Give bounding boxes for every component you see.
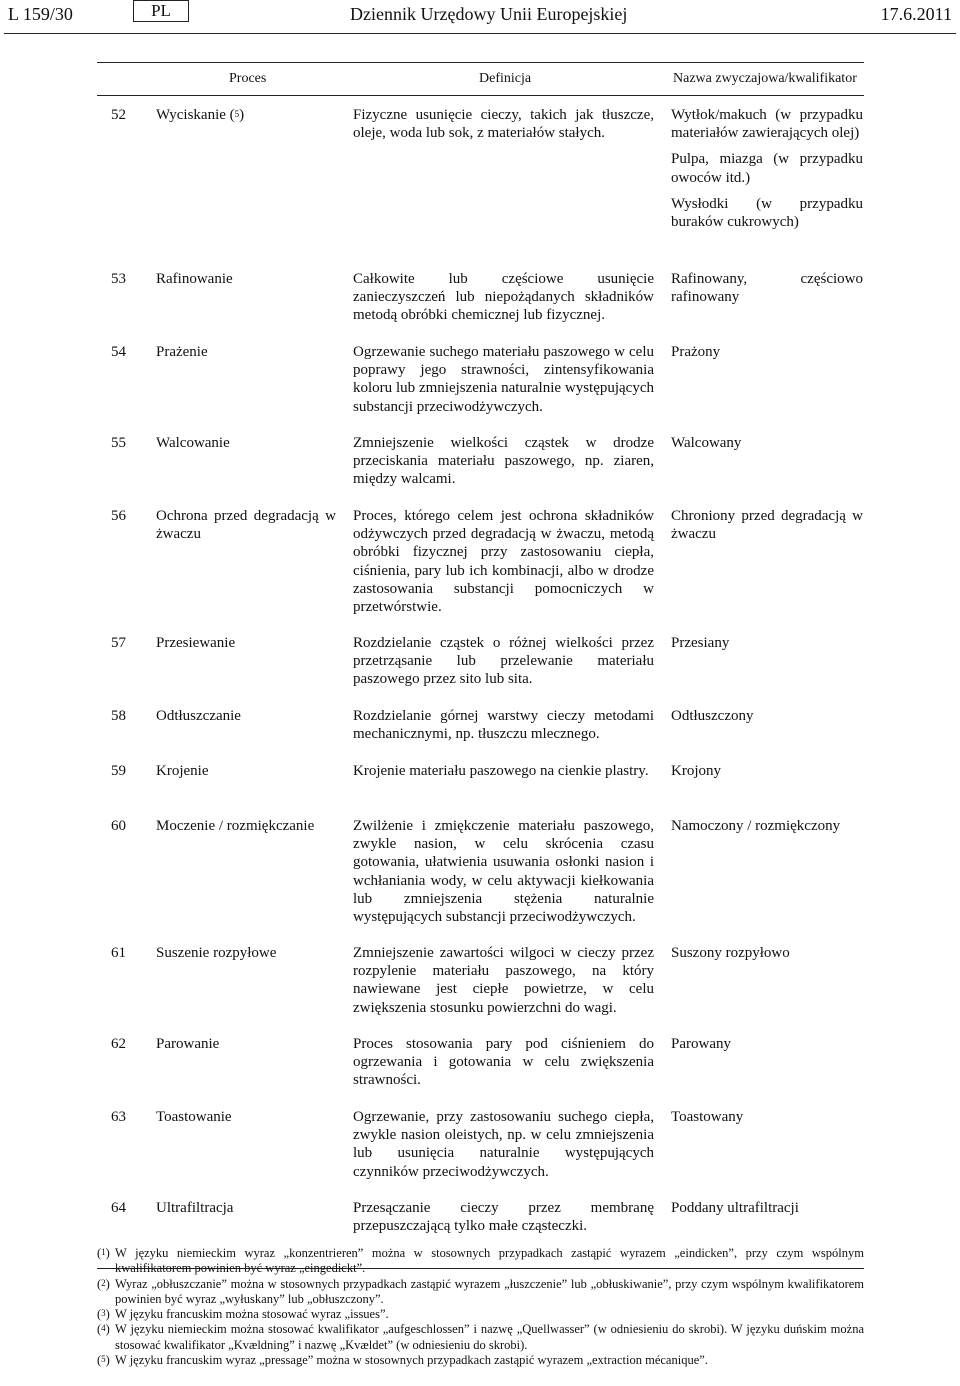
table-row: [97, 634, 864, 707]
qualifier-entry: Poddany ultrafiltracji: [671, 1200, 799, 1216]
common-name-qualifier: [671, 343, 863, 369]
common-name-qualifier: [671, 106, 863, 239]
qualifier-entry: Rafinowany, częściowo rafinowany: [671, 271, 863, 306]
process-name: Prażenie: [156, 344, 208, 360]
table-body: [97, 96, 864, 1268]
process-name: Odtłuszczanie: [156, 708, 241, 724]
row-number: 64: [111, 1200, 126, 1216]
table-row: [97, 762, 864, 817]
footnote-text: Wyraz „obłuszczanie” można w stosownych przypadkach zastąpić wyrazem „łuszczenie” lub „obłuskiwanie”, przy czym wspólnym kwalifikatorem powinien być wyraz „wyłuskany” lub „obłuszczony”.: [115, 1276, 864, 1306]
common-name-qualifier: [671, 1035, 863, 1061]
process-definition: Całkowite lub częściowe usunięcie zanieczyszczeń lub niepożądanych składników metodą obróbki chemicznej lub fizycznej.: [353, 271, 654, 324]
process-name: Moczenie / rozmiękczanie: [156, 818, 315, 834]
qualifier-entry: Walcowany: [671, 435, 742, 451]
row-number: 61: [111, 945, 126, 961]
table-row: [97, 944, 864, 1035]
process-definition: Rozdzielanie cząstek o różnej wielkości przez przetrząsanie lub przelewanie materiału paszowego przez sito lub sita.: [353, 635, 654, 688]
process-name: Suszenie rozpyłowe: [156, 945, 277, 961]
column-header-process: Proces: [229, 71, 267, 86]
footnote: [97, 1246, 864, 1277]
qualifier-entry: Chroniony przed degradacją w żwaczu: [671, 508, 863, 543]
table-row: [97, 507, 864, 634]
process-definition: Zwilżenie i zmiękczenie materiału paszowego, zwykle nasion, w celu skrócenia czasu gotowania, ułatwienia usuwania osłonki nasion i wchłaniania wody, w celu aktywacji kiełkowania lub zmniejszenia stężenia naturalnie występujących substancji przeciwodżywczych.: [353, 818, 654, 926]
process-name: Toastowanie: [156, 1109, 232, 1125]
footnote-mark: ($^5$): [97, 1353, 110, 1368]
table-row: [97, 1108, 864, 1199]
table-row: [97, 106, 864, 270]
process-definition: Proces stosowania pary pod ciśnieniem do ogrzewania i gotowania w celu zwiększenia strawności.: [353, 1036, 654, 1089]
footnote-text: W języku francuskim można stosować wyraz „issues”.: [115, 1307, 389, 1322]
table-header: [97, 63, 864, 95]
footnote-text: W języku niemieckim wyraz „konzentrieren” można w stosownych przypadkach zastąpić wyrazem „eindicken”, przy czym wspólnym kwalifikatorem powinien być wyraz „eingedickt”.: [115, 1246, 864, 1276]
row-number: 54: [111, 344, 126, 360]
common-name-qualifier: [671, 434, 863, 460]
process-table: [97, 62, 864, 1269]
common-name-qualifier: [671, 817, 863, 843]
process-name: Walcowanie: [156, 435, 230, 451]
table-row: [97, 1035, 864, 1108]
table-row: [97, 343, 864, 434]
process-name: Przesiewanie: [156, 635, 236, 651]
footnote: [97, 1307, 864, 1322]
footnote-mark: ($^4$): [97, 1322, 110, 1337]
qualifier-entry: Suszony rozpyłowo: [671, 945, 790, 961]
common-name-qualifier: [671, 1199, 863, 1225]
qualifier-entry: Przesiany: [671, 635, 730, 651]
row-number: 60: [111, 818, 126, 834]
common-name-qualifier: [671, 762, 863, 788]
common-name-qualifier: [671, 507, 863, 551]
journal-title: Dziennik Urzędowy Unii Europejskiej: [350, 4, 628, 24]
footnote-mark: ($^3$): [97, 1307, 110, 1322]
footnote-mark: ($^1$): [97, 1246, 110, 1260]
qualifier-entry: Prażony: [671, 344, 721, 360]
table-row: [97, 707, 864, 762]
row-number: 57: [111, 635, 126, 651]
qualifier-entry: Krojony: [671, 763, 721, 779]
process-definition: Proces, którego celem jest ochrona składników odżywczych przed degradacją w żwaczu, metodą obróbki fizycznej przy zastosowaniu ciepła, ciśnienia, pary lub ich kombinacji, albo w drodze zastosowania substancji pomocniczych w przetwórstwie.: [353, 508, 654, 616]
footnote-text: W języku niemieckim można stosować kwalifikator „aufgeschlossen” i nazwę „Quellwasser” (w odniesieniu do skrobi). W języku duńskim można stosować kwalifikator „Kvældning” i nazwę „Kvældet” (w odniesieniu do skrobi).: [115, 1322, 864, 1352]
row-number: 56: [111, 508, 126, 524]
common-name-qualifier: [671, 707, 863, 733]
footnote: [97, 1353, 864, 1368]
process-name: Krojenie: [156, 763, 209, 779]
row-number: 53: [111, 271, 126, 287]
qualifier-entry: Toastowany: [671, 1109, 744, 1125]
column-header-definition: Definicja: [479, 71, 532, 86]
process-definition: Ogrzewanie suchego materiału paszowego w celu poprawy jego strawności, zintensyfikowania koloru lub zmniejszenia naturalnie występujących substancji przeciwodżywczych.: [353, 344, 654, 415]
process-definition: Ogrzewanie, przy zastosowaniu suchego ciepła, zwykle nasion oleistych, np. w celu zmniejszenia lub usunięcia naturalnie występujących czynników przeciwodżywczych.: [353, 1109, 654, 1180]
row-number: 55: [111, 435, 126, 451]
footnote: [97, 1277, 864, 1308]
header-rule: [4, 33, 956, 34]
common-name-qualifier: [671, 634, 863, 660]
language-badge: PL: [133, 0, 189, 22]
process-name: Rafinowanie: [156, 271, 233, 287]
process-definition: Przesączanie cieczy przez membranę przepuszczającą tylko małe cząsteczki.: [353, 1200, 654, 1235]
process-definition: Zmniejszenie zawartości wilgoci w cieczy przez rozpylenie materiału paszowego, na który nawiewane jest ciepłe powietrze, w celu zwiększenia stosunku powierzchni do wagi.: [353, 945, 654, 1016]
qualifier-entry: Wytłok/makuch (w przypadku materiałów zawierających olej): [671, 107, 863, 142]
qualifier-entry: Pulpa, miazga (w przypadku owoców itd.): [671, 151, 863, 186]
table-row: [97, 270, 864, 343]
footnote: [97, 1322, 864, 1353]
qualifier-entry: Odtłuszczony: [671, 708, 754, 724]
process-name: Ochrona przed degradacją w żwaczu: [156, 508, 336, 543]
table-row: [97, 434, 864, 507]
qualifier-entry: Wysłodki (w przypadku buraków cukrowych): [671, 195, 863, 231]
page-header: [0, 0, 960, 34]
process-definition: Krojenie materiału paszowego na cienkie plastry.: [353, 763, 649, 779]
page-reference: L 159/30: [8, 4, 73, 24]
common-name-qualifier: [671, 270, 863, 314]
process-name: Wyciskanie ($^5$): [156, 107, 245, 123]
row-number: 52: [111, 107, 126, 123]
row-number: 58: [111, 708, 126, 724]
row-number: 59: [111, 763, 126, 779]
process-name: Ultrafiltracja: [156, 1200, 234, 1216]
process-definition: Zmniejszenie wielkości cząstek w drodze przeciskania materiału paszowego, np. ziaren, między walcami.: [353, 435, 654, 488]
common-name-qualifier: [671, 944, 863, 970]
qualifier-entry: Namoczony / rozmiękczony: [671, 818, 841, 834]
footnotes: [97, 1246, 864, 1368]
column-header-name: Nazwa zwyczajowa/kwalifikator: [673, 71, 857, 86]
row-number: 63: [111, 1109, 126, 1125]
process-definition: Rozdzielanie górnej warstwy cieczy metodami mechanicznymi, np. tłuszczu mlecznego.: [353, 708, 654, 743]
process-name: Parowanie: [156, 1036, 220, 1052]
footnote-text: W języku francuskim wyraz „pressage” można w stosownych przypadkach zastąpić wyrazem „extraction mécanique”.: [115, 1353, 708, 1368]
table-row: [97, 817, 864, 944]
common-name-qualifier: [671, 1108, 863, 1134]
qualifier-entry: Parowany: [671, 1036, 731, 1052]
process-definition: Fizyczne usunięcie cieczy, takich jak tłuszcze, oleje, woda lub sok, z materiałów stałych.: [353, 107, 654, 142]
row-number: 62: [111, 1036, 126, 1052]
footnote-mark: ($^2$): [97, 1276, 110, 1291]
publication-date: 17.6.2011: [880, 4, 952, 24]
